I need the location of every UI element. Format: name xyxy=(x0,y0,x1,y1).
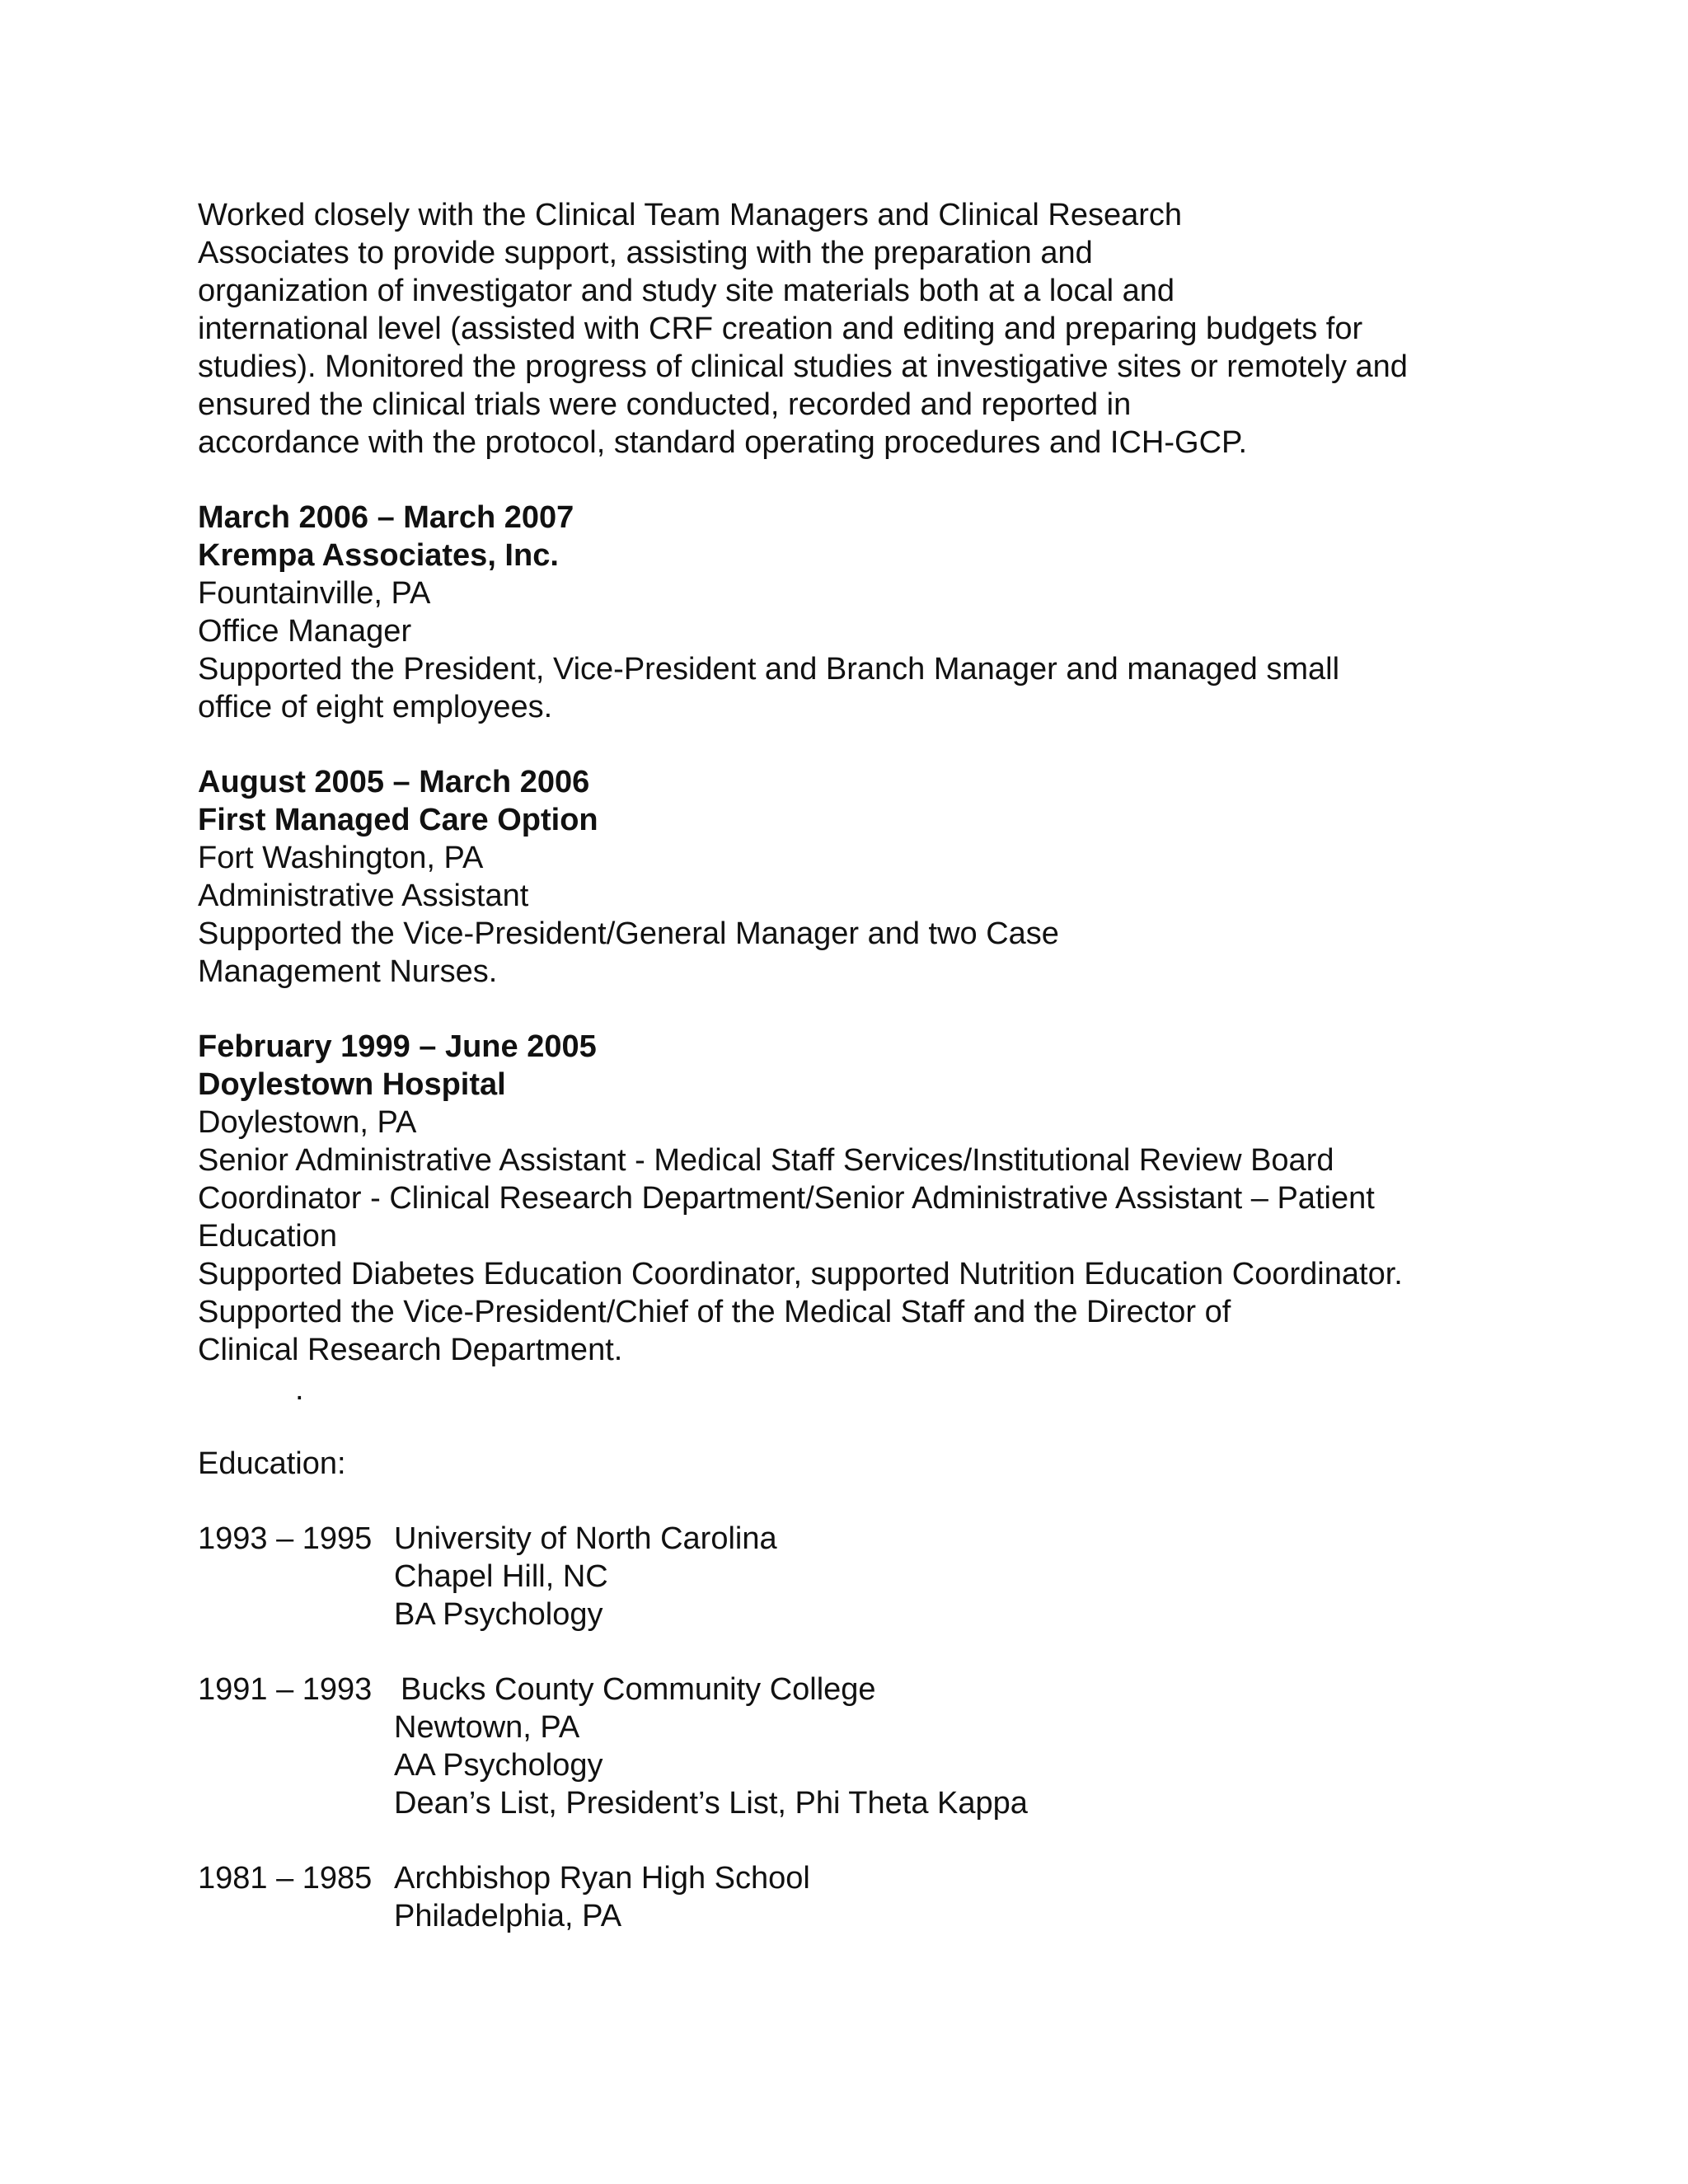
stray-mark: . xyxy=(295,1372,304,1407)
job-description-line: Supported Diabetes Education Coordinator, supported Nutrition Education Coordinator. xyxy=(198,1257,1403,1291)
education-detail: Newtown, PA xyxy=(394,1710,580,1745)
job-title: Administrative Assistant xyxy=(198,879,529,913)
job-description-line: Supported the Vice-President/General Manager and two Case xyxy=(198,916,1059,951)
summary-line: Worked closely with the Clinical Team Managers and Clinical Research xyxy=(198,198,1183,232)
job-employer: Krempa Associates, Inc. xyxy=(198,538,559,573)
education-detail: Chapel Hill, NC xyxy=(394,1559,608,1594)
education-detail: Dean’s List, President’s List, Phi Theta Kappa xyxy=(394,1786,1028,1821)
job-dates: August 2005 – March 2006 xyxy=(198,765,590,799)
job-dates: March 2006 – March 2007 xyxy=(198,500,574,535)
education-school: Bucks County Community College xyxy=(401,1672,876,1707)
job-description-line: office of eight employees. xyxy=(198,690,553,724)
summary-line: organization of investigator and study site materials both at a local and xyxy=(198,274,1175,308)
education-school: University of North Carolina xyxy=(394,1521,777,1556)
education-years: 1993 – 1995 xyxy=(198,1521,373,1556)
job-location: Fort Washington, PA xyxy=(198,841,484,875)
job-dates: February 1999 – June 2005 xyxy=(198,1029,597,1064)
job-employer: First Managed Care Option xyxy=(198,803,598,837)
job-description-line: Supported the Vice-President/Chief of the Medical Staff and the Director of xyxy=(198,1295,1231,1329)
job-employer: Doylestown Hospital xyxy=(198,1067,506,1102)
education-years: 1981 – 1985 xyxy=(198,1861,373,1896)
summary-line: studies). Monitored the progress of clinical studies at investigative sites or remotely and xyxy=(198,349,1408,384)
job-title: Office Manager xyxy=(198,614,412,649)
summary-line: accordance with the protocol, standard operating procedures and ICH-GCP. xyxy=(198,425,1248,460)
job-description-line: Management Nurses. xyxy=(198,954,498,989)
job-title-line: Education xyxy=(198,1219,338,1254)
education-detail: Philadelphia, PA xyxy=(394,1899,622,1933)
summary-line: Associates to provide support, assisting with the preparation and xyxy=(198,236,1093,270)
job-location: Doylestown, PA xyxy=(198,1105,417,1140)
job-title-line: Coordinator - Clinical Research Department/Senior Administrative Assistant – Patient xyxy=(198,1181,1375,1216)
job-title-line: Senior Administrative Assistant - Medical Staff Services/Institutional Review Board xyxy=(198,1143,1334,1178)
education-detail: BA Psychology xyxy=(394,1597,603,1632)
education-school: Archbishop Ryan High School xyxy=(394,1861,810,1896)
education-years: 1991 – 1993 xyxy=(198,1672,373,1707)
summary-line: ensured the clinical trials were conducted, recorded and reported in xyxy=(198,387,1132,422)
job-description-line: Supported the President, Vice-President and Branch Manager and managed small xyxy=(198,652,1340,687)
job-description-line: Clinical Research Department. xyxy=(198,1333,623,1367)
education-detail: AA Psychology xyxy=(394,1748,603,1783)
summary-line: international level (assisted with CRF creation and editing and preparing budgets for xyxy=(198,312,1363,346)
education-heading: Education: xyxy=(198,1446,346,1481)
job-location: Fountainville, PA xyxy=(198,576,431,611)
